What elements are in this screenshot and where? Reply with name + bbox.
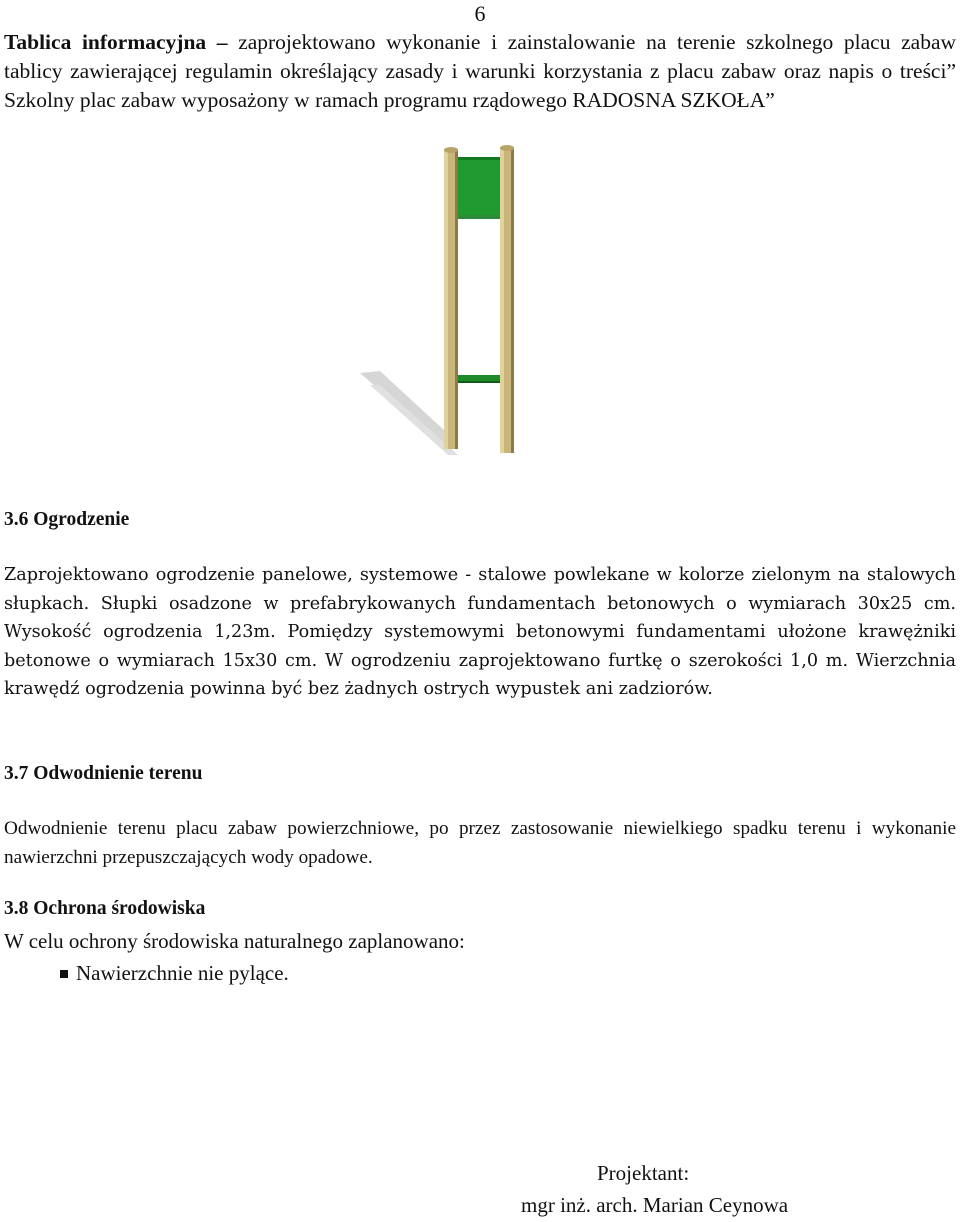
bottom-crossbar bbox=[458, 375, 500, 381]
section-heading-ochrona: 3.8 Ochrona środowiska bbox=[4, 898, 206, 919]
section-heading-odwodnienie: 3.7 Odwodnienie terenu bbox=[4, 763, 203, 784]
board-shadow bbox=[360, 371, 458, 443]
intro-title: Tablica informacyjna bbox=[4, 30, 207, 54]
section-body-odwodnienie: Odwodnienie terenu placu zabaw powierzchniowe, po przez zastosowanie niewielkiego spadku terenu i wykonanie nawierzchni przepuszczających wody opadowe. bbox=[4, 818, 956, 868]
signature-role: Projektant: bbox=[597, 1161, 690, 1185]
information-board-picture bbox=[360, 143, 570, 463]
list-item bbox=[60, 961, 289, 986]
section-body-ogrodzenie: Zaprojektowano ogrodzenie panelowe, systemowe - stalowe powlekane w kolorze zielonym na stalowych słupkach. Słupki osadzone w prefabrykowanych fundamentach betonowych o wymiarach 30x25 cm. Wysokość ogrodzenia 1,23m. Pomiędzy systemowymi betonowymi fundamentami ułożone krawężniki betonowe o wymiarach 15x30 cm. W ogrodzeniu zaprojektowano furtkę o szerokości 1,0 m. Wierzchnia krawędź ogrodzenia powinna być bez żadnych ostrych wypustek ani zadziorów. bbox=[4, 565, 956, 699]
list-item-text: Nawierzchnie nie pylące. bbox=[76, 961, 289, 985]
signature-name: mgr inż. arch. Marian Ceynowa bbox=[521, 1193, 789, 1217]
page-number: 6 bbox=[474, 1, 486, 26]
intro-paragraph bbox=[4, 28, 956, 115]
section-lead-ochrona: W celu ochrony środowiska naturalnego zaplanowano: bbox=[4, 929, 465, 953]
intro-text: zaprojektowano wykonanie i zainstalowanie na terenie szkolnego placu zabaw tablicy zawierającej regulamin określający zasady i warunki korzystania z placu zabaw oraz napis o treści” Szkolny plac zabaw wyposażony w ramach programu rządowego RADOSNA SZKOŁA” bbox=[4, 30, 957, 112]
section-heading-ogrodzenie: 3.6 Ogrodzenie bbox=[4, 509, 130, 530]
intro-dash: – bbox=[216, 30, 228, 54]
green-board bbox=[458, 157, 500, 215]
bullet-square-icon bbox=[60, 970, 68, 978]
